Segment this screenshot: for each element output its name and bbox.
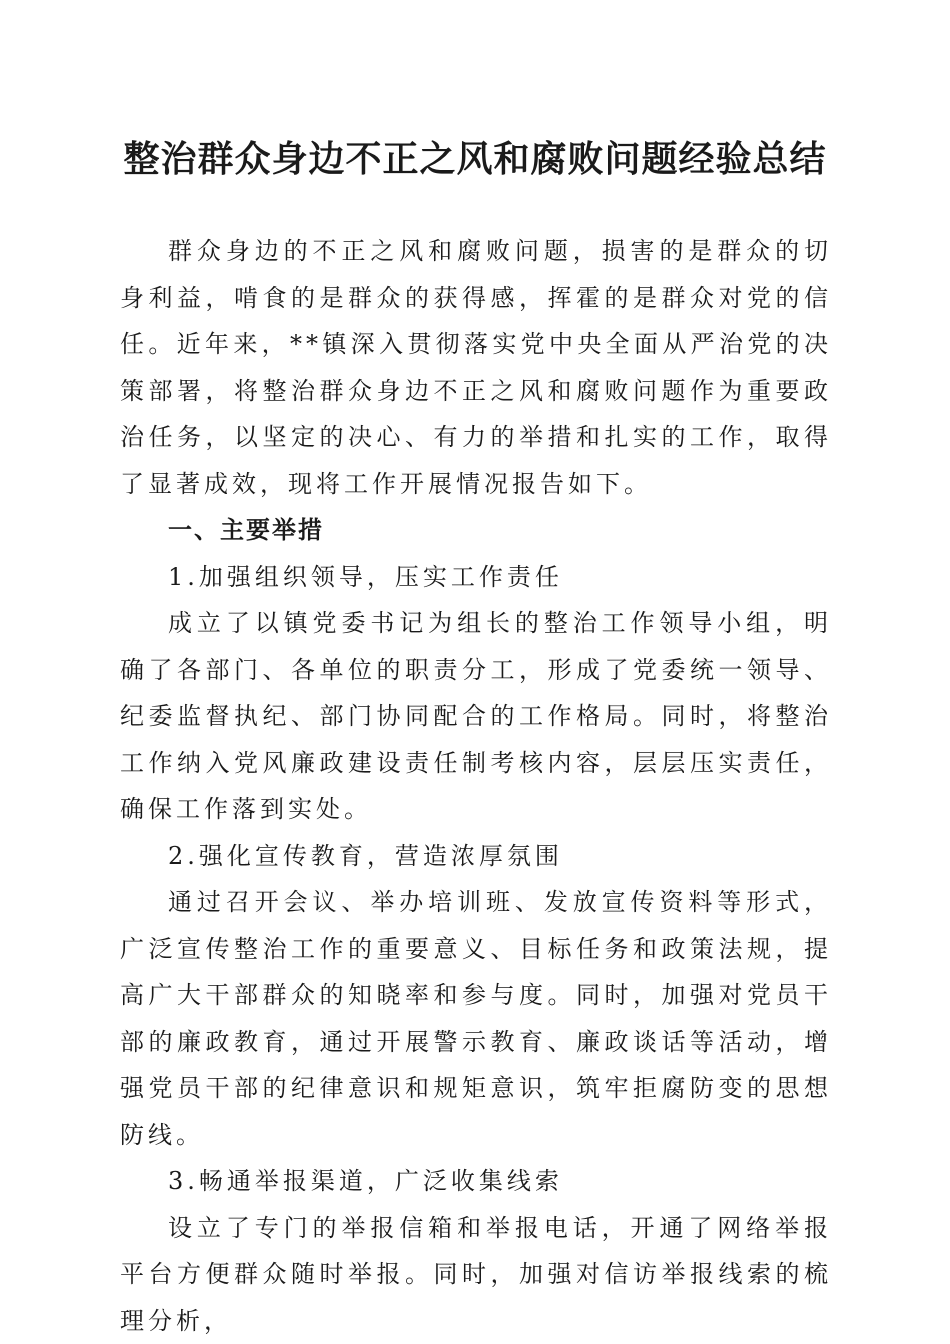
intro-paragraph: 群众身边的不正之风和腐败问题，损害的是群众的切身利益，啃食的是群众的获得感，挥霍的是群众对党的信任。近年来，**镇深入贯彻落实党中央全面从严治党的决策部署，将整治群众身边不正之风和腐败问题作为重要政治任务，以坚定的决心、有力的举措和扎实的工作，取得了显著成效，现将工作开展情况报告如下。	[120, 237, 832, 498]
subsection-heading-1: 1.加强组织领导，压实工作责任	[168, 562, 563, 591]
subsection-paragraph-3: 设立了专门的举报信箱和举报电话，开通了网络举报平台方便群众随时举报。同时，加强对信访举报线索的梳理分析，	[120, 1213, 832, 1335]
subsection-paragraph-2: 通过召开会议、举办培训班、发放宣传资料等形式，广泛宣传整治工作的重要意义、目标任务和政策法规，提高广大干部群众的知晓率和参与度。同时，加强对党员干部的廉政教育，通过开展警示教育、廉政谈话等活动，增强党员干部的纪律意识和规矩意识，筑牢拒腐防变的思想防线。	[120, 888, 832, 1149]
subsection-heading-3: 3.畅通举报渠道，广泛收集线索	[168, 1167, 563, 1195]
document-title: 整治群众身边不正之风和腐败问题经验总结	[123, 139, 827, 180]
document-body	[120, 228, 832, 1344]
subsection-heading-2: 2.强化宣传教育，营造浓厚氛围	[168, 841, 563, 870]
subsection-paragraph-1: 成立了以镇党委书记为组长的整治工作领导小组，明确了各部门、各单位的职责分工，形成了党委统一领导、纪委监督执纪、部门协同配合的工作格局。同时，将整治工作纳入党风廉政建设责任制考核内容，层层压实责任，确保工作落到实处。	[120, 609, 832, 823]
section-heading-main-measures: 一、主要举措	[168, 516, 324, 544]
